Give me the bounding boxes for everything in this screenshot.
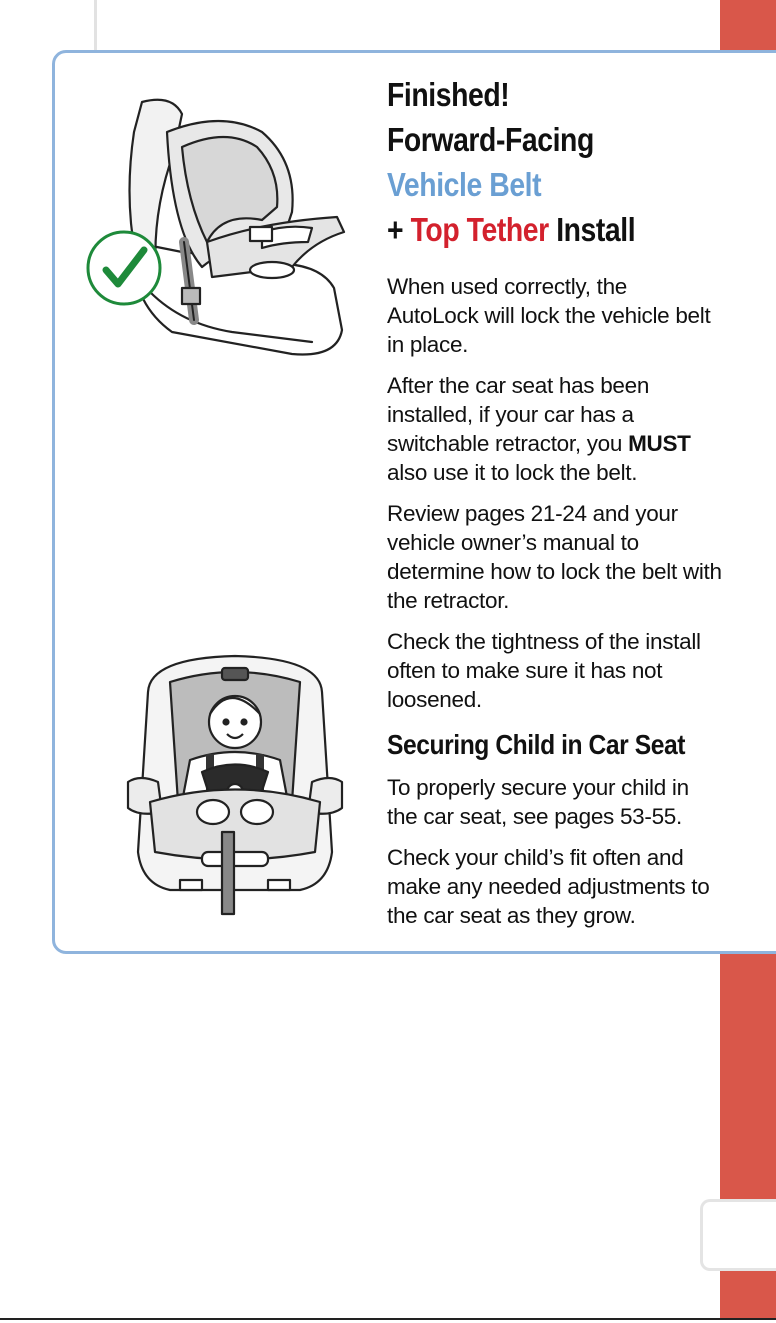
paragraph-autolock: When used correctly, the AutoLock will lock the vehicle belt in place. — [387, 274, 711, 357]
section-tab-top — [720, 0, 776, 52]
page-number-box — [700, 1199, 776, 1271]
paragraph-retractor-text: After the car seat has been installed, if your car has a switchable retractor, you — [387, 373, 650, 456]
paragraph-check-fit: Check your child’s fit often and make any needed adjustments to the car seat as they grow. — [387, 845, 710, 928]
paragraph-check-tightness: Check the tightness of the install often to make sure it has not loosened. — [387, 629, 701, 712]
title-line-forward-facing: Forward-Facing — [387, 121, 594, 158]
instructions-column — [387, 272, 722, 726]
gutter-line — [94, 0, 97, 52]
title-line-vehicle-belt: Vehicle Belt — [387, 166, 542, 203]
title-plus: + — [387, 211, 411, 248]
paragraph-retractor — [387, 371, 722, 487]
car-seat-side-illustration — [112, 92, 362, 362]
paragraph-retractor-must: MUST — [628, 431, 691, 456]
paragraph-retractor-end: also use it to lock the belt. — [387, 460, 638, 485]
page-title — [387, 72, 635, 252]
section-title: Securing Child in Car Seat — [387, 729, 686, 760]
title-install: Install — [548, 211, 636, 248]
securing-child-section — [387, 727, 722, 942]
title-line-finished: Finished! — [387, 76, 510, 113]
paragraph-secure-child: To properly secure your child in the car seat, see pages 53-55. — [387, 775, 689, 829]
child-in-car-seat-illustration — [110, 652, 360, 917]
title-top-tether: Top Tether — [410, 211, 549, 248]
check-circle-icon — [84, 228, 164, 308]
title-line-top-tether — [387, 207, 635, 252]
paragraph-review-pages: Review pages 21-24 and your vehicle owner’s manual to determine how to lock the belt with the retractor. — [387, 501, 722, 613]
bottom-rule — [0, 1318, 776, 1320]
